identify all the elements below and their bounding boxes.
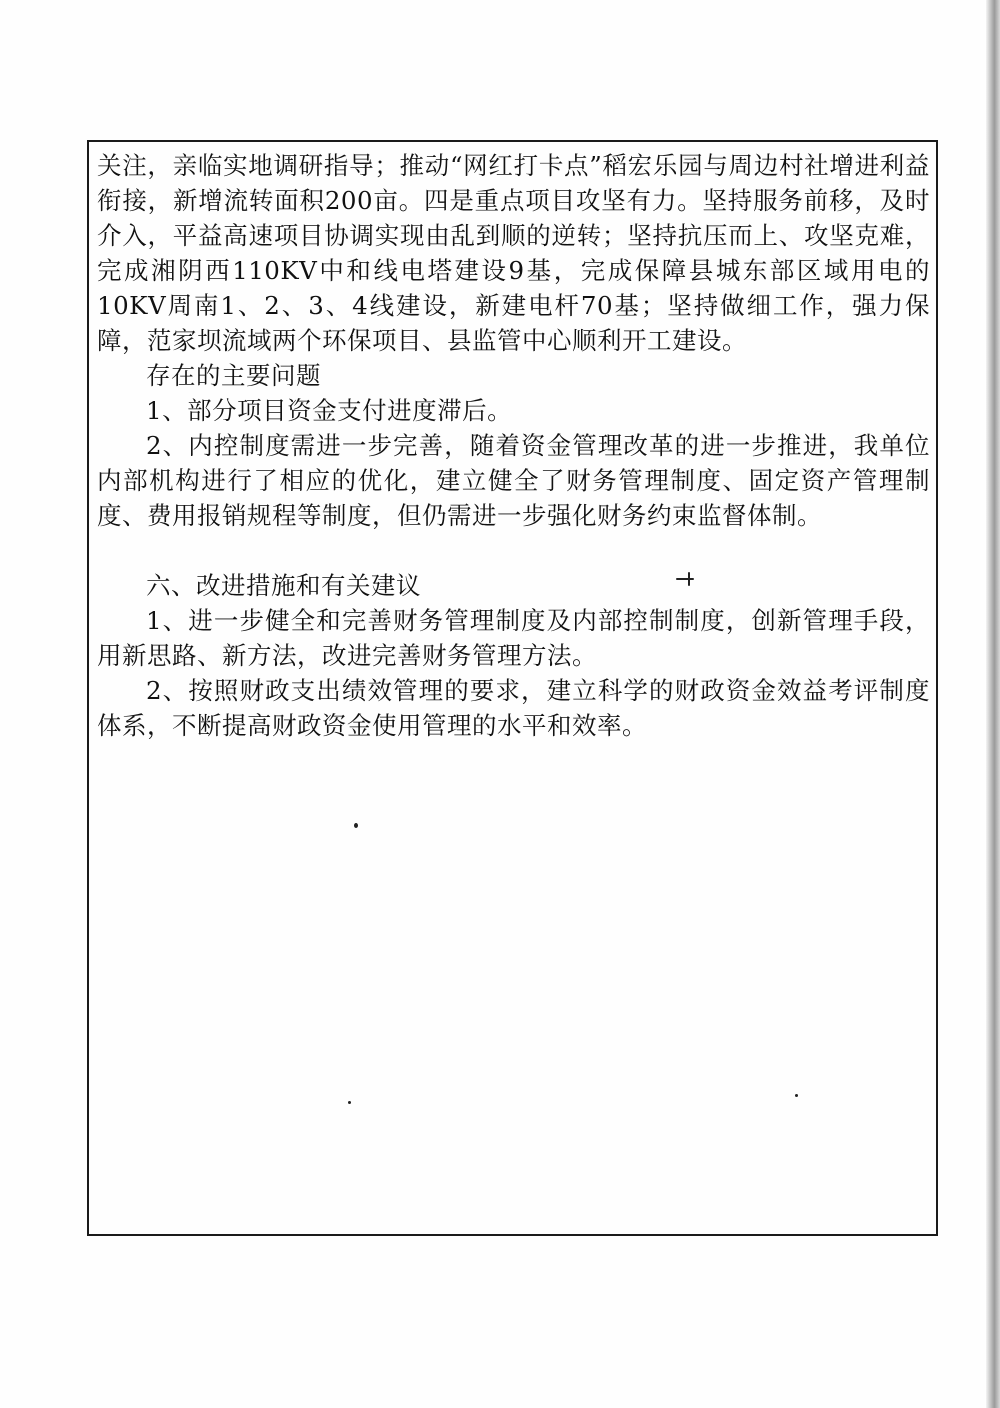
measure-item-2: 2、按照财政支出绩效管理的要求，建立科学的财政资金效益考评制度体系，不断提高财政资金使用管理的水平和效率。	[97, 676, 930, 740]
paragraph-gap	[97, 533, 930, 568]
scan-mark	[688, 572, 690, 586]
heading-section-six: 六、改进措施和有关建议	[146, 571, 421, 600]
paragraph-key-projects: 关注，亲临实地调研指导；推动“网红打卡点”稻宏乐园与周边村社增进利益衔接，新增流转面积200亩。四是重点项目攻坚有力。坚持服务前移，及时介入，平益高速项目协调实现由乱到顺的逆转；坚持抗压而上、攻坚克难，完成湘阴西110KV中和线电塔建设9基，完成保障县城东部区域用电的10KV周南1、2、3、4线建设，新建电杆70基；坚持做细工作，强力保障，范家坝流域两个环保项目、县监管中心顺利开工建设。	[97, 151, 930, 355]
heading-main-problems: 存在的主要问题	[146, 361, 321, 390]
measure-item-1: 1、进一步健全和完善财务管理制度及内部控制制度，创新管理手段，用新思路、新方法，改进完善财务管理方法。	[97, 606, 930, 670]
scan-speck	[348, 1101, 351, 1104]
scan-speck	[795, 1094, 798, 1097]
problem-item-1: 1、部分项目资金支付进度滞后。	[146, 396, 513, 425]
body-text	[97, 148, 930, 743]
bordered-text-box	[87, 140, 938, 1236]
scan-shadow-edge	[986, 0, 1000, 1408]
scan-mark	[676, 578, 694, 580]
scan-speck	[354, 823, 358, 828]
problem-item-2: 2、内控制度需进一步完善，随着资金管理改革的进一步推进，我单位内部机构进行了相应的优化，建立健全了财务管理制度、固定资产管理制度、费用报销规程等制度，但仍需进一步强化财务约束监督体制。	[97, 431, 930, 530]
